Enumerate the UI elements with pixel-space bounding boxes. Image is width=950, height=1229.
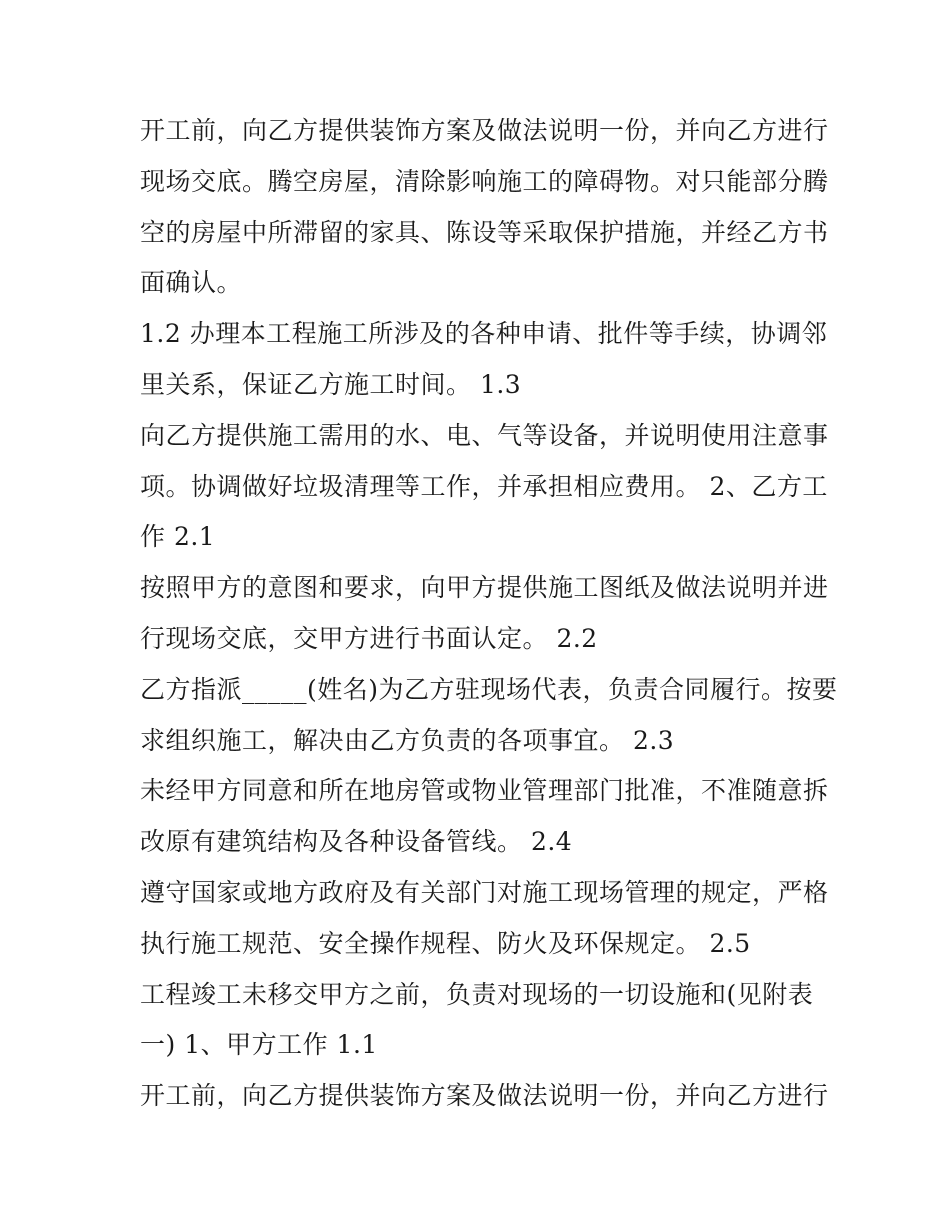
- text-line: 按照甲方的意图和要求，向甲方提供施工图纸及做法说明并进: [140, 573, 829, 603]
- text-line: 开工前，向乙方提供装饰方案及做法说明一份，并向乙方进行: [140, 1081, 829, 1111]
- document-body: [140, 106, 838, 1122]
- text-line: 未经甲方同意和所在地房管或物业管理部门批准，不准随意拆: [140, 776, 829, 806]
- text-line: 作 2.1: [140, 522, 216, 552]
- text-line: 行现场交底，交甲方进行书面认定。 2.2: [140, 623, 598, 653]
- text-line: 执行施工规范、安全操作规程、防火及环保规定。 2.5: [140, 928, 751, 958]
- text-line: 一) 1、甲方工作 1.1: [140, 1030, 378, 1060]
- text-line: 乙方指派_____(姓名)为乙方驻现场代表，负责合同履行。按要: [140, 674, 838, 704]
- text-line: 1.2 办理本工程施工所涉及的各种申请、批件等手续，协调邻: [140, 319, 828, 349]
- text-line: 空的房屋中所滞留的家具、陈设等采取保护措施，并经乙方书: [140, 217, 829, 247]
- text-line: 面确认。: [140, 268, 243, 298]
- text-line: 求组织施工，解决由乙方负责的各项事宜。 2.3: [140, 725, 675, 755]
- text-line: 遵守国家或地方政府及有关部门对施工现场管理的规定，严格: [140, 877, 829, 907]
- text-line: 里关系，保证乙方施工时间。 1.3: [140, 369, 522, 399]
- text-line: 改原有建筑结构及各种设备管线。 2.4: [140, 827, 573, 857]
- text-line: 项。协调做好垃圾清理等工作，并承担相应费用。 2、乙方工: [140, 471, 828, 501]
- text-line: 向乙方提供施工需用的水、电、气等设备，并说明使用注意事: [140, 420, 829, 450]
- text-line: 工程竣工未移交甲方之前，负责对现场的一切设施和(见附表: [140, 979, 814, 1009]
- text-line: 现场交底。腾空房屋，清除影响施工的障碍物。对只能部分腾: [140, 166, 829, 196]
- text-line: 开工前，向乙方提供装饰方案及做法说明一份，并向乙方进行: [140, 116, 829, 145]
